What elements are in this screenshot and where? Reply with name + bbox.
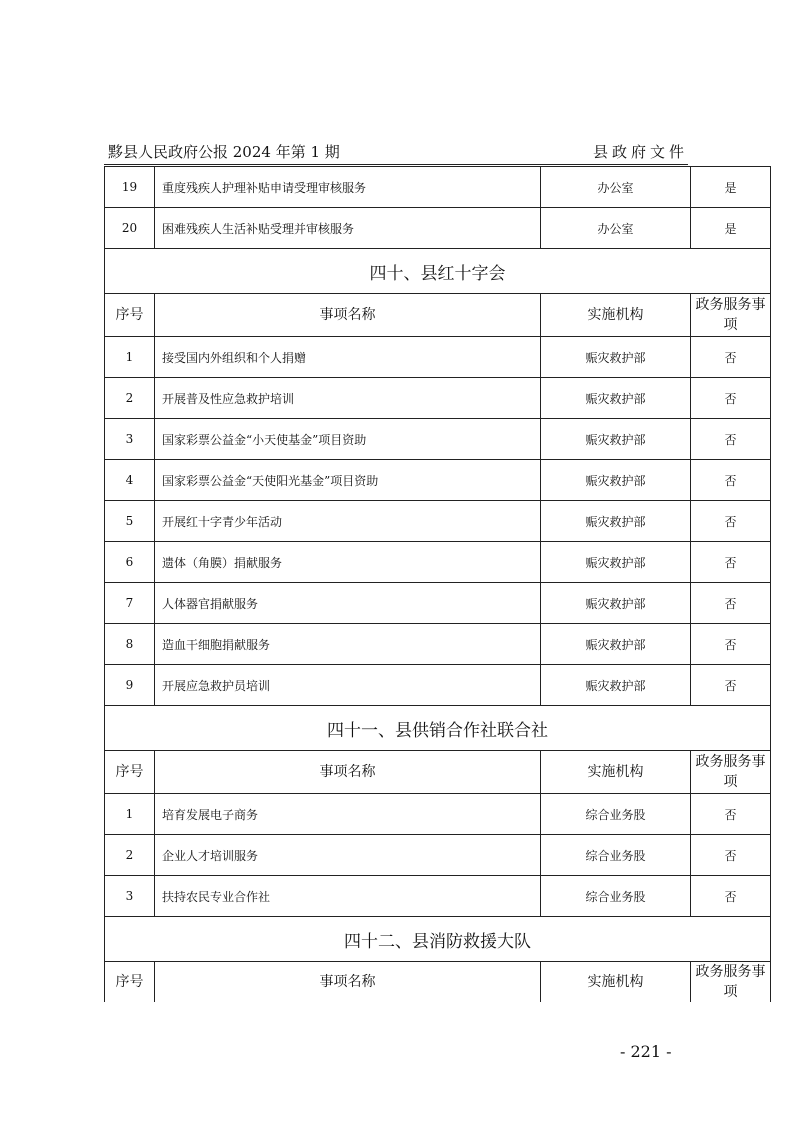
item-org: 赈灾救护部 [541, 665, 691, 706]
row-number: 3 [105, 876, 155, 917]
table-row [105, 501, 771, 542]
col-header-no: 序号 [105, 751, 155, 794]
table-row [105, 624, 771, 665]
row-number: 9 [105, 665, 155, 706]
item-service-flag: 否 [691, 460, 771, 501]
row-number: 1 [105, 337, 155, 378]
item-name: 企业人才培训服务 [155, 835, 541, 876]
row-number: 20 [105, 208, 155, 249]
matters-table [104, 166, 771, 1002]
row-number: 6 [105, 542, 155, 583]
table-row [105, 835, 771, 876]
item-service-flag: 否 [691, 835, 771, 876]
col-header-no: 序号 [105, 294, 155, 337]
item-name: 培育发展电子商务 [155, 794, 541, 835]
row-number: 2 [105, 378, 155, 419]
table-row [105, 419, 771, 460]
item-name: 遗体（角膜）捐献服务 [155, 542, 541, 583]
table-row [105, 876, 771, 917]
row-number: 2 [105, 835, 155, 876]
table-row [105, 208, 771, 249]
col-header-name: 事项名称 [155, 751, 541, 794]
section-heading-fire-rescue [105, 917, 771, 962]
item-name: 扶持农民专业合作社 [155, 876, 541, 917]
column-header-row [105, 751, 771, 794]
item-org: 办公室 [541, 208, 691, 249]
item-org: 综合业务股 [541, 835, 691, 876]
item-service-flag: 否 [691, 419, 771, 460]
bulletin-title: 黟县人民政府公报 2024 年第 1 期 [108, 143, 340, 161]
row-number: 4 [105, 460, 155, 501]
item-name: 开展普及性应急救护培训 [155, 378, 541, 419]
row-number: 7 [105, 583, 155, 624]
item-org: 赈灾救护部 [541, 501, 691, 542]
item-service-flag: 是 [691, 208, 771, 249]
col-header-no: 序号 [105, 962, 155, 1003]
section-heading-red-cross [105, 249, 771, 294]
table-row [105, 337, 771, 378]
row-number: 8 [105, 624, 155, 665]
item-service-flag: 否 [691, 337, 771, 378]
item-org: 赈灾救护部 [541, 583, 691, 624]
item-service-flag: 否 [691, 542, 771, 583]
section-title: 四十二、县消防救援大队 [105, 917, 771, 962]
item-org: 赈灾救护部 [541, 337, 691, 378]
item-name: 国家彩票公益金“天使阳光基金”项目资助 [155, 460, 541, 501]
col-header-service: 政务服务事项 [691, 294, 771, 337]
item-org: 赈灾救护部 [541, 378, 691, 419]
table-row [105, 794, 771, 835]
row-number: 5 [105, 501, 155, 542]
col-header-service: 政务服务事项 [691, 962, 771, 1003]
item-org: 赈灾救护部 [541, 460, 691, 501]
row-number: 1 [105, 794, 155, 835]
item-org: 赈灾救护部 [541, 542, 691, 583]
column-header-row [105, 962, 771, 1003]
col-header-org: 实施机构 [541, 751, 691, 794]
table-row [105, 460, 771, 501]
column-header-row [105, 294, 771, 337]
item-name: 开展应急救护员培训 [155, 665, 541, 706]
page-header [104, 140, 688, 165]
item-service-flag: 否 [691, 501, 771, 542]
col-header-service: 政务服务事项 [691, 751, 771, 794]
section-title: 四十、县红十字会 [105, 249, 771, 294]
item-service-flag: 否 [691, 378, 771, 419]
section-heading-supply-cooperative [105, 706, 771, 751]
item-service-flag: 否 [691, 583, 771, 624]
table-row [105, 167, 771, 208]
table-row [105, 542, 771, 583]
table-row [105, 665, 771, 706]
item-name: 重度残疾人护理补贴申请受理审核服务 [155, 167, 541, 208]
item-service-flag: 是 [691, 167, 771, 208]
item-name: 开展红十字青少年活动 [155, 501, 541, 542]
item-name: 接受国内外组织和个人捐赠 [155, 337, 541, 378]
item-org: 赈灾救护部 [541, 419, 691, 460]
col-header-org: 实施机构 [541, 962, 691, 1003]
col-header-org: 实施机构 [541, 294, 691, 337]
page-number: - 221 - [620, 1042, 672, 1061]
item-service-flag: 否 [691, 624, 771, 665]
item-service-flag: 否 [691, 794, 771, 835]
table-row [105, 378, 771, 419]
item-service-flag: 否 [691, 876, 771, 917]
item-org: 综合业务股 [541, 794, 691, 835]
row-number: 3 [105, 419, 155, 460]
col-header-name: 事项名称 [155, 962, 541, 1003]
item-org: 办公室 [541, 167, 691, 208]
item-name: 人体器官捐献服务 [155, 583, 541, 624]
col-header-name: 事项名称 [155, 294, 541, 337]
item-org: 综合业务股 [541, 876, 691, 917]
item-name: 造血干细胞捐献服务 [155, 624, 541, 665]
table-row [105, 583, 771, 624]
item-service-flag: 否 [691, 665, 771, 706]
row-number: 19 [105, 167, 155, 208]
item-name: 国家彩票公益金“小天使基金”项目资助 [155, 419, 541, 460]
item-name: 困难残疾人生活补贴受理并审核服务 [155, 208, 541, 249]
section-title: 四十一、县供销合作社联合社 [105, 706, 771, 751]
document-category: 县政府文件 [592, 143, 688, 161]
item-org: 赈灾救护部 [541, 624, 691, 665]
